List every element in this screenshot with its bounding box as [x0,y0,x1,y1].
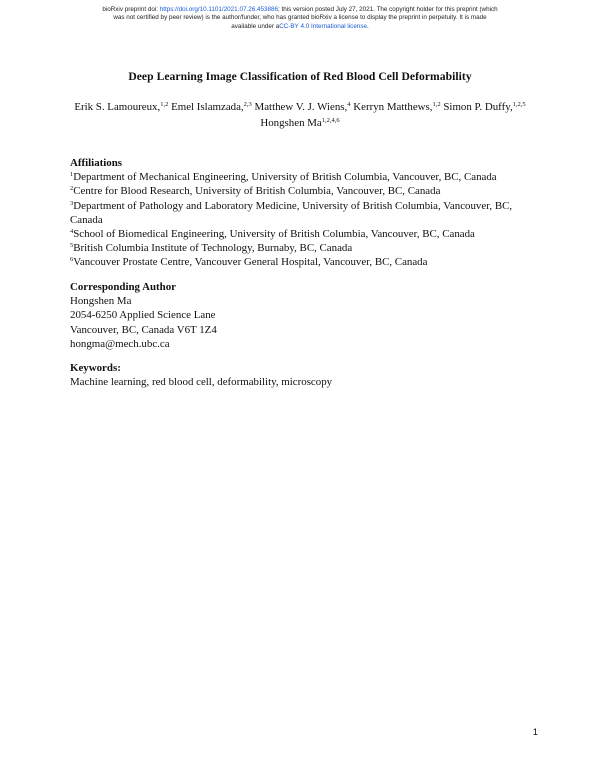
author-name: Simon P. Duffy, [443,101,513,113]
affiliation-item [70,184,540,198]
author-affiliation-marker: 1,2 [432,101,441,108]
affiliation-text: Department of Pathology and Laboratory Medicine, University of British Columbia, Vancouver, BC, Canada [70,199,513,226]
preprint-notice-line-1-rest: ; this version posted July 27, 2021. The copyright holder for this preprint (which [277,6,498,13]
keywords-text: Machine learning, red blood cell, deformability, microscopy [70,376,333,389]
author-name: Kerryn Matthews, [353,101,433,113]
preprint-notice-line-3-prefix: available under a [231,22,280,30]
author-affiliation-marker: 2,3 [243,101,252,108]
corresponding-author-email[interactable]: hongma@mech.ubc.ca [70,337,170,350]
license-link[interactable]: CC-BY 4.0 International license [279,22,367,30]
corresponding-author-city: Vancouver, BC, Canada V6T 1Z4 [70,323,217,336]
affiliation-item [70,170,540,184]
preprint-notice-line-3 [34,23,566,31]
affiliation-number: 2 [70,185,74,193]
corresponding-author-street: 2054-6250 Applied Science Lane [70,309,216,322]
affiliation-text: Department of Mechanical Engineering, University of British Columbia, Vancouver, BC, Canada [73,171,497,184]
affiliation-text: British Columbia Institute of Technology, Burnaby, BC, Canada [73,242,353,255]
author-name: Hongshen Ma [260,116,322,129]
corresponding-author-heading: Corresponding Author [70,281,177,293]
page-number: 1 [532,727,538,738]
preprint-notice-line-2: was not certified by peer review) is the author/funder, who has granted bioRxiv a license to display the preprint in perpetuity. It is made [113,14,487,22]
affiliations-section [70,156,540,270]
affiliation-item [70,227,540,241]
paper-title: Deep Learning Image Classification of Red Blood Cell Deformability [128,70,472,83]
preprint-notice-prefix: bioRxiv preprint doi: [102,6,160,13]
affiliation-text: Vancouver Prostate Centre, Vancouver General Hospital, Vancouver, BC, Canada [73,256,428,269]
preprint-notice [34,6,566,31]
affiliation-item [70,199,540,227]
author-affiliation-marker: 1,2,5 [512,101,526,108]
affiliation-number: 4 [70,228,74,236]
keywords-heading: Keywords: [70,362,121,374]
preprint-notice-line-3-suffix: . [366,22,369,30]
affiliation-number: 3 [70,199,74,207]
affiliations-heading: Affiliations [70,157,123,169]
affiliation-number: 5 [70,242,74,250]
author-name: Matthew V. J. Wiens, [254,101,348,113]
affiliation-item [70,255,540,269]
author-affiliation-marker: 1,2 [160,101,169,108]
corresponding-author-name: Hongshen Ma [70,295,132,308]
affiliation-text: Centre for Blood Research, University of British Columbia, Vancouver, BC, Canada [73,185,441,198]
affiliation-number: 1 [70,171,74,179]
affiliation-text: School of Biomedical Engineering, University of British Columbia, Vancouver, BC, Canada [73,228,475,241]
doi-link[interactable]: https://doi.org/10.1101/2021.07.26.453886 [159,6,278,13]
corresponding-author-section [70,280,540,351]
author-name: Erik S. Lamoureux, [74,101,161,113]
author-name: Emel Islamzada, [171,101,244,113]
author-affiliation-marker: 4 [347,101,351,108]
affiliation-number: 6 [70,256,74,264]
author-list [70,100,530,131]
keywords-section [70,361,540,389]
preprint-notice-line-1 [34,6,566,14]
affiliation-item [70,241,540,255]
author-affiliation-marker: 1,2,4,6 [321,116,340,124]
